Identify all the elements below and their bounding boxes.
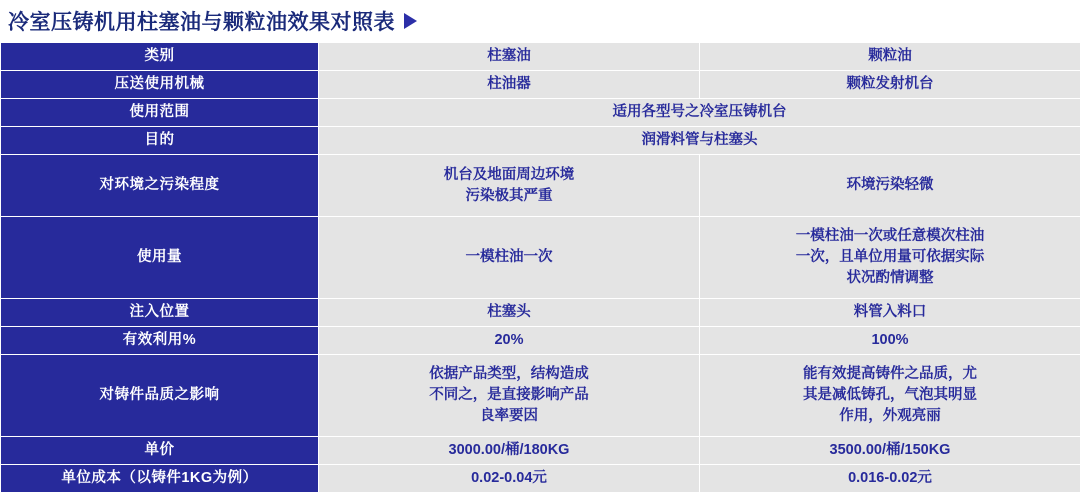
row-label: 使用范围 [1,99,319,127]
table-row [1,43,1081,71]
cell-col2: 颗粒油 [700,43,1081,71]
table-row [1,327,1081,355]
row-label: 对环境之污染程度 [1,155,319,217]
cell-col1: 柱塞头 [319,299,700,327]
cell-col2 [700,217,1081,299]
table-row [1,465,1081,493]
cell-line: 不同之，是直接影响产品 [429,387,589,404]
cell-col1: 20% [319,327,700,355]
table-row [1,99,1081,127]
cell-col1 [319,355,700,437]
table-row [1,355,1081,437]
cell-line: 一次，且单位用量可依据实际 [795,249,985,266]
table-row [1,437,1081,465]
cell-line: 其是减低铸孔，气泡其明显 [803,387,977,404]
cell-line: 一模柱油一次或任意模次柱油 [795,228,985,245]
row-label: 对铸件品质之影响 [1,355,319,437]
cell-line: 能有效提高铸件之品质，尤 [803,366,977,383]
row-label: 压送使用机械 [1,71,319,99]
table-row [1,127,1081,155]
cell-line: 环境污染轻微 [846,177,934,194]
cell-line: 良率要因 [480,408,538,425]
cell-col1 [319,217,700,299]
page-title [0,0,1080,42]
cell-line: 状况酌情调整 [846,270,934,287]
cell-merged: 润滑料管与柱塞头 [319,127,1081,155]
cell-col2 [700,355,1081,437]
cell-line: 依据产品类型，结构造成 [429,366,589,383]
cell-line: 污染极其严重 [465,187,553,204]
row-label: 使用量 [1,217,319,299]
play-triangle-icon [404,13,417,29]
row-label: 单价 [1,437,319,465]
cell-col1: 3000.00/桶/180KG [319,437,700,465]
cell-col2: 3500.00/桶/150KG [700,437,1081,465]
comparison-table [0,42,1081,493]
cell-line: 一模柱油一次 [465,249,553,266]
row-label: 类别 [1,43,319,71]
table-row [1,71,1081,99]
table-row [1,155,1081,217]
cell-col1: 0.02-0.04元 [319,465,700,493]
cell-col2 [700,155,1081,217]
cell-line: 机台及地面周边环境 [443,166,575,183]
cell-col1: 柱塞油 [319,43,700,71]
cell-col2: 0.016-0.02元 [700,465,1081,493]
row-label: 有效利用% [1,327,319,355]
cell-col1: 柱油器 [319,71,700,99]
cell-col2: 颗粒发射机台 [700,71,1081,99]
table-row [1,299,1081,327]
page-title-text: 冷室压铸机用柱塞油与颗粒油效果对照表 [8,11,395,34]
row-label: 目的 [1,127,319,155]
cell-col2: 料管入料口 [700,299,1081,327]
cell-merged: 适用各型号之冷室压铸机台 [319,99,1081,127]
row-label: 单位成本（以铸件1KG为例） [1,465,319,493]
row-label: 注入位置 [1,299,319,327]
cell-col2: 100% [700,327,1081,355]
cell-col1 [319,155,700,217]
cell-line: 作用，外观亮丽 [839,408,941,425]
table-row [1,217,1081,299]
